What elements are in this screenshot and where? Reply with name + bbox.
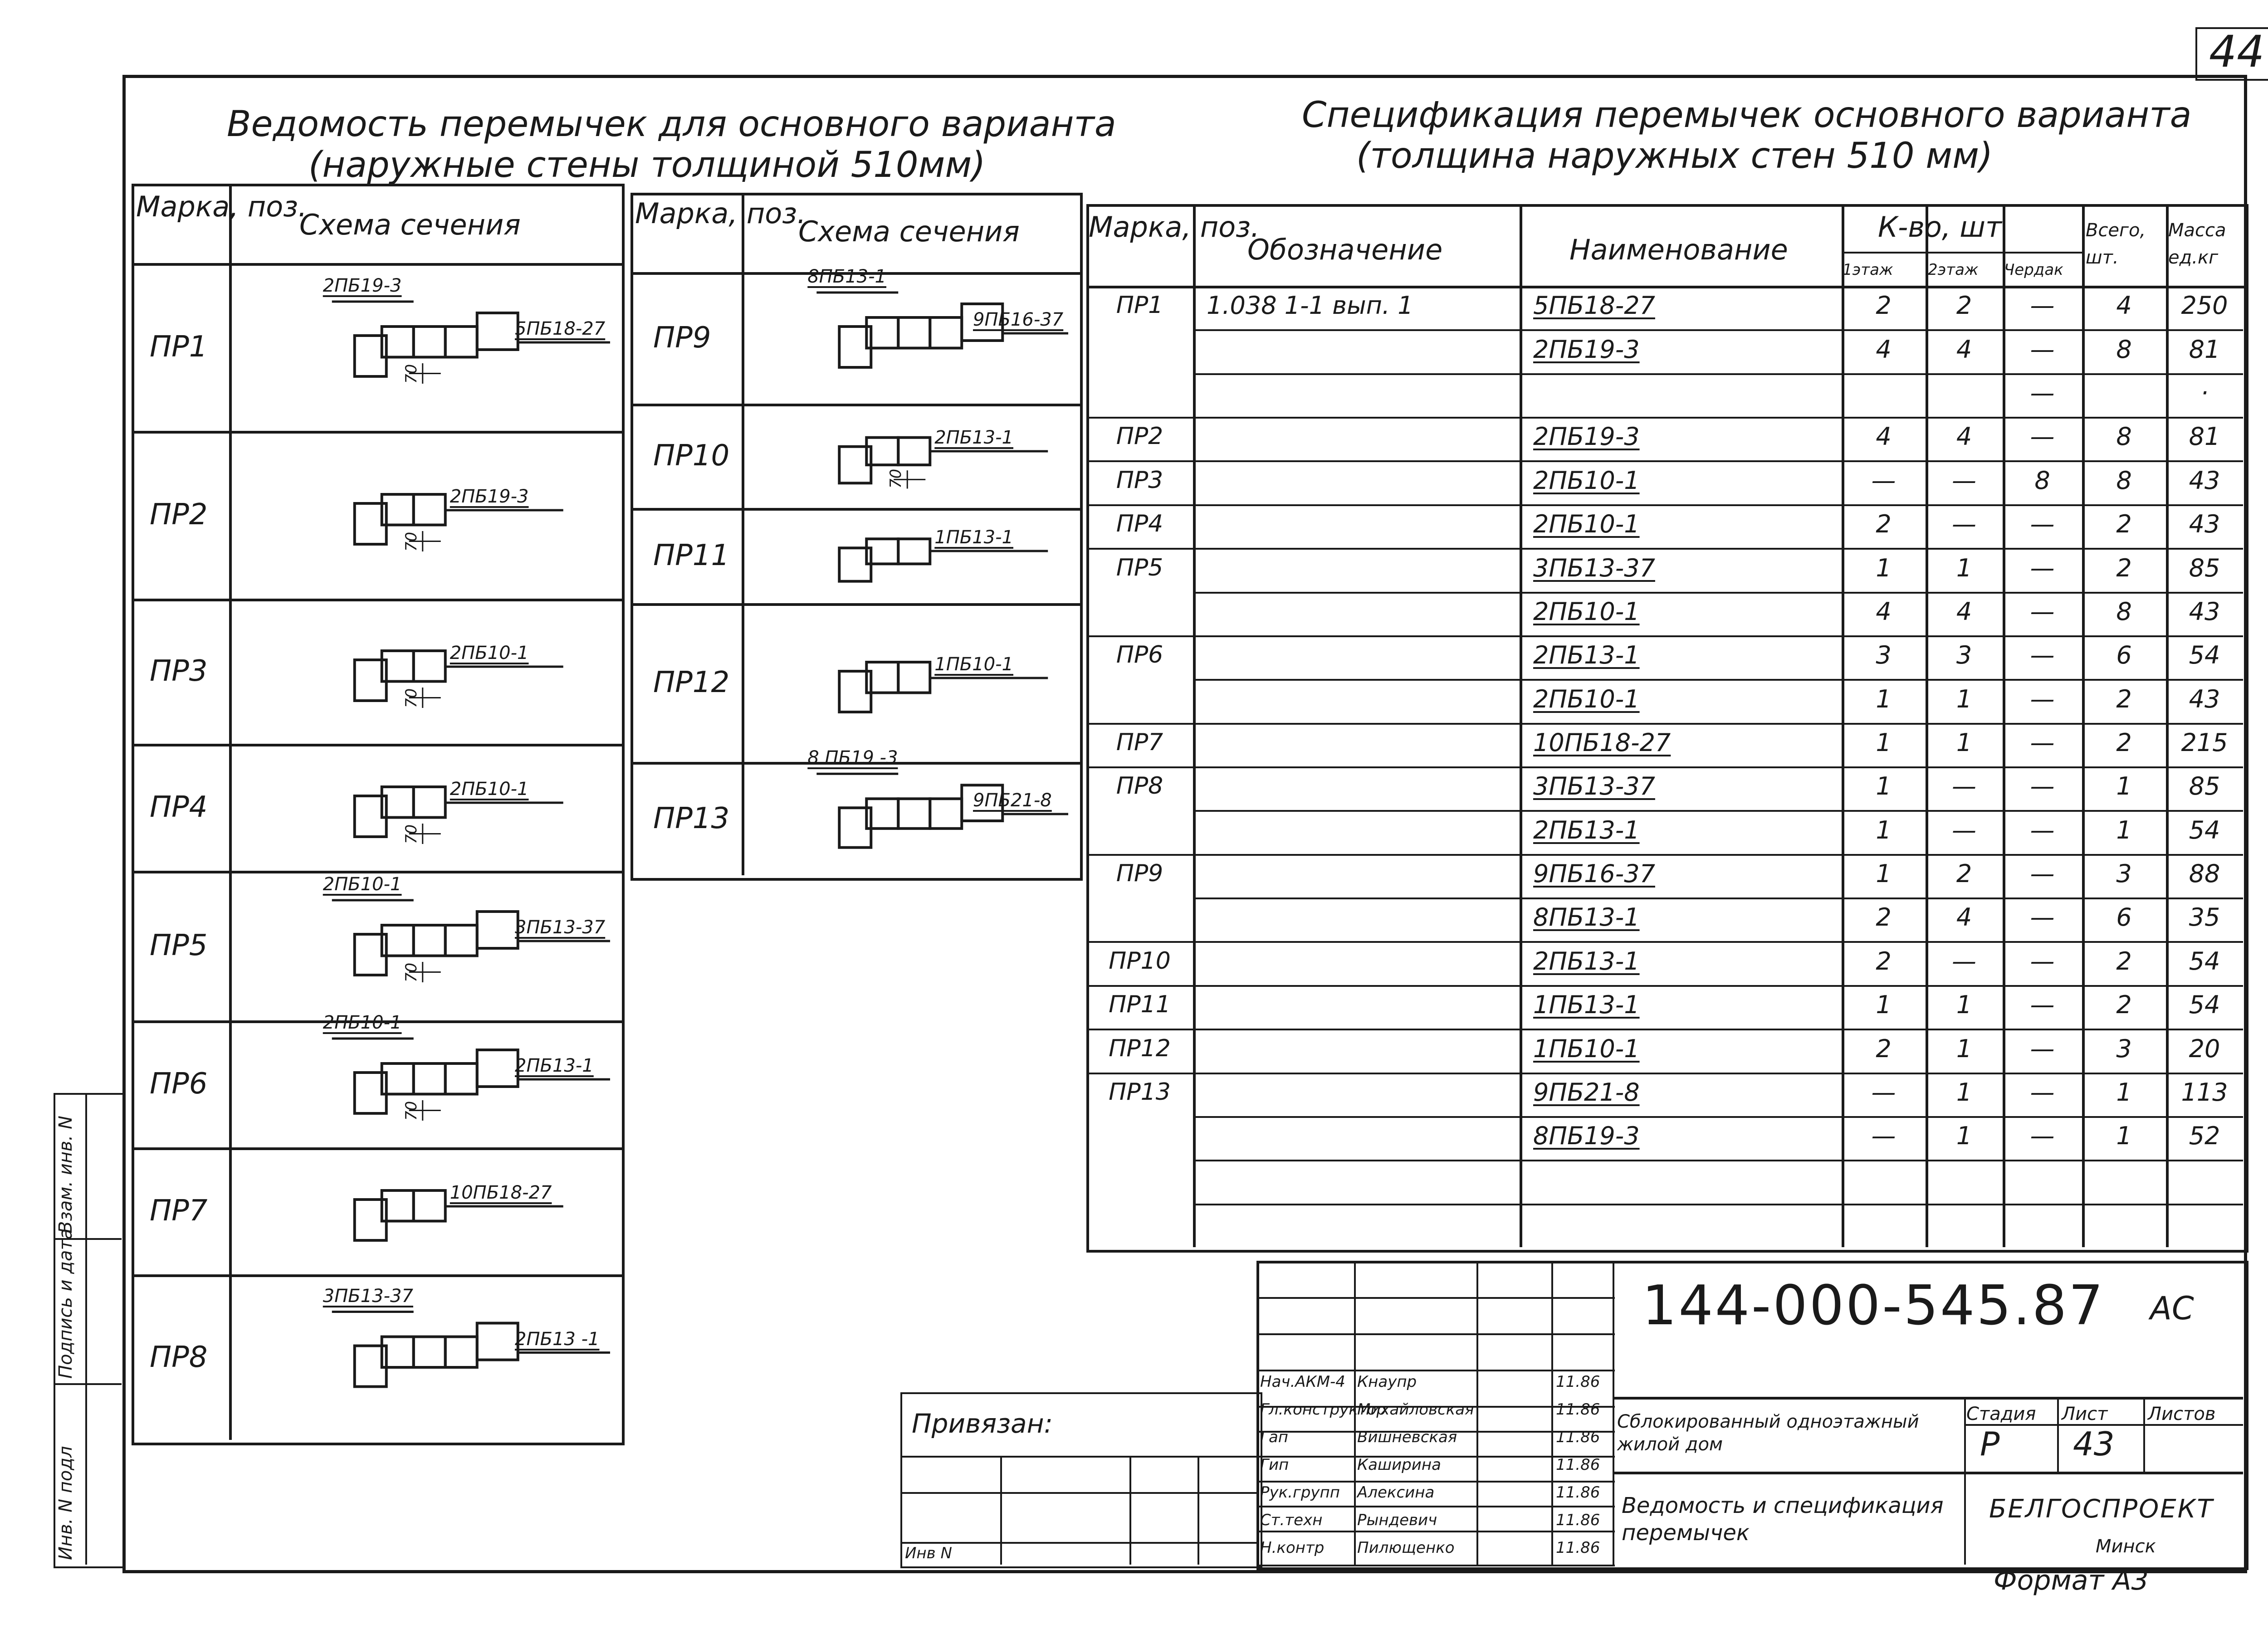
stamp-role: Рук.групп xyxy=(1260,1483,1340,1502)
spec-cell-tot: 2 xyxy=(2116,553,2132,582)
spec-cell-pos: ПР8 xyxy=(1116,772,1163,800)
left-row-dim: 70 xyxy=(402,364,420,384)
spec-cell-mass: 43 xyxy=(2189,597,2220,626)
spec-cell-des: 1.038 1-1 вып. 1 xyxy=(1207,291,1413,320)
spec-cell-name: 2ПБ19-3 xyxy=(1533,335,1640,364)
left-row-pos: ПР3 xyxy=(150,654,208,688)
spec-cell-f1: 1 xyxy=(1876,684,1892,713)
spec-cell-f2: 1 xyxy=(1956,728,1972,757)
spec-cell-mass: 43 xyxy=(2189,466,2220,495)
left-row-dim: 70 xyxy=(402,688,420,708)
left-scheme-drawing xyxy=(254,1274,619,1440)
stamp-person: Каширина xyxy=(1357,1456,1441,1474)
spec-cell-mass: 85 xyxy=(2189,553,2220,582)
left-row-label: 3ПБ13-37 xyxy=(515,917,606,938)
stamp-date: 11.86 xyxy=(1556,1483,1600,1502)
spec-cell-f1: 1 xyxy=(1876,553,1892,582)
spec-cell-f1: 1 xyxy=(1876,815,1892,844)
spec-cell-f2: 1 xyxy=(1956,553,1972,582)
sheet-label: Лист xyxy=(2062,1404,2108,1424)
spec-cell-mass: 35 xyxy=(2189,903,2220,932)
left-subtitle: (наружные стены толщиной 510мм) xyxy=(308,145,986,185)
spec-cell-mass: 88 xyxy=(2189,859,2220,888)
spec-cell-f2: 1 xyxy=(1956,1078,1972,1107)
stage-value: Р xyxy=(1980,1425,2000,1463)
spec-cell-name: 9ПБ16-37 xyxy=(1533,859,1655,888)
mid-row-label: 9ПБ16-37 xyxy=(973,309,1064,330)
spec-cell-tot: 4 xyxy=(2116,291,2132,320)
spec-cell-f2: 1 xyxy=(1956,990,1972,1019)
left-scheme-drawing xyxy=(254,431,619,599)
mid-scheme-drawing xyxy=(753,272,1077,404)
spec-cell-name: 2ПБ13-1 xyxy=(1533,815,1640,844)
spec-cell-at: — xyxy=(2030,772,2055,801)
left-row-dim: 70 xyxy=(402,962,420,982)
mid-row-label: 8ПБ13-1 xyxy=(807,266,886,287)
spec-cell-tot: 1 xyxy=(2116,1122,2132,1151)
spec-header-mass: Масса ед.кг xyxy=(2168,220,2226,268)
stamp-date: 11.86 xyxy=(1556,1539,1600,1557)
spec-cell-pos: ПР1 xyxy=(1116,292,1163,319)
spec-cell-f2: 4 xyxy=(1956,903,1972,932)
spec-cell-f2: — xyxy=(1952,946,1976,976)
spec-cell-name: 5ПБ18-27 xyxy=(1533,291,1655,320)
left-row-pos: ПР1 xyxy=(150,330,208,364)
stamp-role: Н.контр xyxy=(1260,1539,1325,1557)
spec-header-mark: Марка, поз. xyxy=(1089,210,1260,244)
left-row-pos: ПР2 xyxy=(150,498,208,532)
stamp-person: Михайловская xyxy=(1357,1400,1474,1419)
spec-cell-at: — xyxy=(2030,946,2055,976)
spec-cell-name: 2ПБ19-3 xyxy=(1533,422,1640,451)
sheets-label: Листов xyxy=(2148,1404,2216,1424)
spec-cell-f1: 1 xyxy=(1876,990,1892,1019)
spec-header-total: Всего, шт. xyxy=(2086,220,2146,268)
spec-cell-mass: 113 xyxy=(2181,1078,2228,1107)
spec-cell-f1: 2 xyxy=(1876,510,1892,539)
spec-cell-mass: 54 xyxy=(2189,946,2220,976)
stamp-person: Алексина xyxy=(1357,1483,1435,1502)
spec-cell-pos: ПР4 xyxy=(1116,510,1163,538)
left-row-pos: ПР8 xyxy=(150,1340,208,1374)
spec-cell-name: 2ПБ10-1 xyxy=(1533,597,1640,626)
left-row-label: 5ПБ18-27 xyxy=(515,318,606,339)
mid-row-label: 2ПБ13-1 xyxy=(934,427,1013,448)
mid-row-pos: ПР13 xyxy=(653,802,730,835)
left-row-pos: ПР4 xyxy=(150,790,208,824)
spec-header-designation: Обозначение xyxy=(1247,233,1443,266)
left-header-scheme: Схема сечения xyxy=(299,208,521,241)
spec-cell-at: — xyxy=(2030,379,2055,408)
org-name: БЕЛГОСПРОЕКТ xyxy=(1989,1494,2214,1524)
stamp-date: 11.86 xyxy=(1556,1511,1600,1529)
spec-cell-mass: 54 xyxy=(2189,641,2220,670)
spec-cell-f1: 4 xyxy=(1876,335,1892,364)
stamp-role: Гап xyxy=(1260,1428,1289,1446)
stamp-role: Гл.конструктор xyxy=(1260,1400,1386,1419)
mid-row-label: 1ПБ10-1 xyxy=(934,654,1013,675)
spec-cell-at: — xyxy=(2030,1122,2055,1151)
stamp-date: 11.86 xyxy=(1556,1373,1600,1391)
stamp-person: Пилющенко xyxy=(1357,1539,1455,1557)
stamp-person: Кнаупр xyxy=(1357,1373,1417,1391)
mid-scheme-drawing xyxy=(753,508,1077,603)
spec-cell-at: — xyxy=(2030,335,2055,364)
spec-cell-tot: 1 xyxy=(2116,1078,2132,1107)
spec-title: Спецификация перемычек основного варианта xyxy=(1302,95,2192,136)
left-row-label: 3ПБ13-37 xyxy=(323,1285,413,1307)
mid-row-label: 8 ПБ19 -3 xyxy=(807,747,898,769)
spec-cell-at: — xyxy=(2030,510,2055,539)
spec-cell-f2: — xyxy=(1952,510,1976,539)
left-scheme-drawing xyxy=(254,1020,619,1147)
spec-header-floor2: 2этаж xyxy=(1928,261,1979,279)
stamp-role: Ст.техн xyxy=(1260,1511,1323,1529)
spec-header-qty: К-во, шт xyxy=(1878,210,2002,244)
spec-cell-name: 2ПБ13-1 xyxy=(1533,946,1640,976)
spec-header-name: Наименование xyxy=(1569,233,1788,266)
left-row-label: 2ПБ10-1 xyxy=(450,779,529,800)
spec-cell-at: — xyxy=(2030,641,2055,670)
spec-cell-pos: ПР12 xyxy=(1109,1034,1171,1062)
spec-cell-f2: 4 xyxy=(1956,422,1972,451)
left-title: Ведомость перемычек для основного варианта xyxy=(227,104,1116,145)
spec-cell-f2: 1 xyxy=(1956,684,1972,713)
spec-cell-f2: 1 xyxy=(1956,1034,1972,1063)
spec-cell-at: — xyxy=(2030,597,2055,626)
spec-cell-f2: 1 xyxy=(1956,1122,1972,1151)
spec-cell-at: — xyxy=(2030,684,2055,713)
left-row-pos: ПР6 xyxy=(150,1067,208,1101)
sheet-title: Ведомость и спецификация перемычек xyxy=(1622,1493,1944,1546)
mid-row-label: 1ПБ13-1 xyxy=(934,527,1013,548)
spec-cell-f1: 2 xyxy=(1876,1034,1892,1063)
side-vzam-inv: Взам. инв. N xyxy=(55,1116,76,1234)
spec-cell-f2: 4 xyxy=(1956,597,1972,626)
side-sign-date: Подпись и дата xyxy=(55,1228,76,1379)
spec-cell-tot: 2 xyxy=(2116,990,2132,1019)
spec-cell-mass: 52 xyxy=(2189,1122,2220,1151)
spec-cell-tot: 6 xyxy=(2116,641,2132,670)
spec-cell-at: — xyxy=(2030,728,2055,757)
spec-header-attic: Чердак xyxy=(2004,261,2063,279)
spec-cell-name: 10ПБ18-27 xyxy=(1533,728,1671,757)
spec-cell-tot: 1 xyxy=(2116,772,2132,801)
spec-cell-f2: 2 xyxy=(1956,291,1972,320)
spec-cell-mass: 43 xyxy=(2189,510,2220,539)
spec-cell-tot: 3 xyxy=(2116,859,2132,888)
spec-cell-name: 3ПБ13-37 xyxy=(1533,772,1655,801)
left-row-label: 2ПБ10-1 xyxy=(323,1012,402,1033)
spec-cell-name: 8ПБ19-3 xyxy=(1533,1122,1640,1151)
spec-cell-f2: 3 xyxy=(1956,641,1972,670)
left-scheme-drawing xyxy=(254,1147,619,1274)
spec-cell-name: 1ПБ10-1 xyxy=(1533,1034,1640,1063)
spec-cell-name: 2ПБ10-1 xyxy=(1533,466,1640,495)
mid-row-dim: 70 xyxy=(887,469,905,489)
spec-cell-mass: 81 xyxy=(2189,422,2220,451)
stamp-role: Гип xyxy=(1260,1456,1289,1474)
spec-cell-tot: 2 xyxy=(2116,728,2132,757)
spec-cell-f1: — xyxy=(1871,466,1896,495)
spec-cell-pos: ПР5 xyxy=(1116,554,1163,581)
mid-row-label: 9ПБ21-8 xyxy=(973,790,1052,811)
spec-cell-tot: 2 xyxy=(2116,510,2132,539)
stage-label: Стадия xyxy=(1966,1404,2036,1424)
stamp-date: 11.86 xyxy=(1556,1400,1600,1419)
spec-subtitle: (толщина наружных стен 510 мм) xyxy=(1356,136,1993,176)
spec-cell-at: — xyxy=(2030,422,2055,451)
stamp-date: 11.86 xyxy=(1556,1428,1600,1446)
left-row-label: 2ПБ19-3 xyxy=(450,486,529,507)
spec-cell-at: — xyxy=(2030,1078,2055,1107)
mid-row-pos: ПР10 xyxy=(653,439,730,473)
mid-row-pos: ПР11 xyxy=(653,539,730,572)
spec-cell-tot: 8 xyxy=(2116,335,2132,364)
spec-cell-mass: 81 xyxy=(2189,335,2220,364)
spec-cell-name: 2ПБ13-1 xyxy=(1533,641,1640,670)
spec-cell-tot: 8 xyxy=(2116,466,2132,495)
stamp-date: 11.86 xyxy=(1556,1456,1600,1474)
spec-cell-pos: ПР9 xyxy=(1116,860,1163,888)
spec-cell-at: — xyxy=(2030,859,2055,888)
side-inv-podl: Инв. N подл xyxy=(55,1446,76,1560)
left-row-label: 10ПБ18-27 xyxy=(450,1182,552,1203)
spec-cell-f2: — xyxy=(1952,772,1976,801)
spec-cell-name: 1ПБ13-1 xyxy=(1533,990,1640,1019)
spec-cell-f1: 2 xyxy=(1876,946,1892,976)
spec-cell-pos: ПР2 xyxy=(1116,423,1163,450)
left-row-label: 2ПБ10-1 xyxy=(323,874,402,895)
left-row-pos: ПР5 xyxy=(150,929,208,962)
left-row-label: 2ПБ13-1 xyxy=(515,1055,594,1076)
doc-suffix: АС xyxy=(2150,1290,2194,1327)
spec-cell-mass: 215 xyxy=(2181,728,2228,757)
spec-cell-at: — xyxy=(2030,553,2055,582)
project-name: Сблокированный одноэтажный жилой дом xyxy=(1617,1411,1919,1455)
mid-row-pos: ПР12 xyxy=(653,666,730,699)
left-scheme-drawing xyxy=(254,871,619,1020)
left-row-label: 2ПБ10-1 xyxy=(450,643,529,663)
mid-scheme-drawing xyxy=(753,603,1077,762)
spec-cell-tot: 6 xyxy=(2116,903,2132,932)
spec-cell-pos: ПР10 xyxy=(1109,947,1171,975)
spec-cell-mass: 85 xyxy=(2189,772,2220,801)
spec-cell-tot: 8 xyxy=(2116,422,2132,451)
spec-cell-f2: — xyxy=(1952,466,1976,495)
left-row-dim: 70 xyxy=(402,1101,420,1121)
spec-cell-f1: 4 xyxy=(1876,597,1892,626)
stamp-person: Вишневская xyxy=(1357,1428,1457,1446)
spec-cell-f1: 2 xyxy=(1876,903,1892,932)
left-scheme-drawing xyxy=(254,263,619,431)
spec-cell-f1: 1 xyxy=(1876,728,1892,757)
left-row-dim: 70 xyxy=(402,532,420,551)
spec-cell-f1: 3 xyxy=(1876,641,1892,670)
spec-cell-name: 9ПБ21-8 xyxy=(1533,1078,1640,1107)
mid-row-pos: ПР9 xyxy=(653,321,711,355)
mid-header-mark: Марка, поз. xyxy=(635,197,806,230)
spec-cell-pos: ПР13 xyxy=(1109,1078,1171,1106)
bound-inv: Инв N xyxy=(905,1544,952,1562)
spec-cell-f1: 1 xyxy=(1876,772,1892,801)
left-scheme-drawing xyxy=(254,744,619,871)
spec-cell-f1: 2 xyxy=(1876,291,1892,320)
spec-cell-at: — xyxy=(2030,990,2055,1019)
mid-scheme-drawing xyxy=(753,404,1077,508)
spec-cell-at: 8 xyxy=(2034,466,2050,495)
spec-cell-name: 2ПБ10-1 xyxy=(1533,684,1640,713)
spec-cell-at: — xyxy=(2030,1034,2055,1063)
spec-cell-tot: 2 xyxy=(2116,946,2132,976)
spec-cell-pos: ПР7 xyxy=(1116,728,1163,756)
spec-cell-name: 8ПБ13-1 xyxy=(1533,903,1640,932)
spec-cell-pos: ПР11 xyxy=(1109,991,1171,1019)
stamp-person: Рындевич xyxy=(1357,1511,1437,1529)
left-row-pos: ПР7 xyxy=(150,1194,208,1228)
spec-cell-tot: 1 xyxy=(2116,815,2132,844)
sheet-format: Формат А3 xyxy=(1994,1565,2149,1596)
mid-scheme-drawing xyxy=(753,762,1077,875)
spec-cell-f1: 1 xyxy=(1876,859,1892,888)
spec-cell-at: — xyxy=(2030,815,2055,844)
stamp-role: Нач.АКМ-4 xyxy=(1260,1373,1345,1391)
spec-cell-tot: 8 xyxy=(2116,597,2132,626)
org-city: Минск xyxy=(2096,1536,2156,1557)
mid-header-scheme: Схема сечения xyxy=(798,215,1020,248)
spec-cell-mass: 43 xyxy=(2189,684,2220,713)
spec-cell-f1: — xyxy=(1871,1078,1896,1107)
doc-number: 144-000-545.87 xyxy=(1642,1274,2105,1337)
left-header-mark: Марка, поз. xyxy=(136,190,307,223)
spec-cell-mass: · xyxy=(2200,379,2209,408)
spec-cell-tot: 2 xyxy=(2116,684,2132,713)
spec-cell-name: 3ПБ13-37 xyxy=(1533,553,1655,582)
spec-cell-at: — xyxy=(2030,291,2055,320)
left-row-label: 2ПБ13 -1 xyxy=(515,1328,600,1350)
spec-cell-at: — xyxy=(2030,903,2055,932)
spec-cell-pos: ПР6 xyxy=(1116,641,1163,669)
spec-cell-f2: — xyxy=(1952,815,1976,844)
bound-label: Привязан: xyxy=(912,1408,1053,1439)
sheet-value: 43 xyxy=(2073,1425,2115,1463)
spec-cell-name: 2ПБ10-1 xyxy=(1533,510,1640,539)
spec-cell-f2: 4 xyxy=(1956,335,1972,364)
left-row-dim: 70 xyxy=(402,824,420,844)
spec-cell-f2: 2 xyxy=(1956,859,1972,888)
left-scheme-drawing xyxy=(254,599,619,744)
spec-header-floor1: 1этаж xyxy=(1843,261,1893,279)
spec-cell-tot: 3 xyxy=(2116,1034,2132,1063)
spec-cell-f1: 4 xyxy=(1876,422,1892,451)
spec-cell-f1: — xyxy=(1871,1122,1896,1151)
spec-cell-mass: 54 xyxy=(2189,815,2220,844)
spec-cell-mass: 20 xyxy=(2189,1034,2220,1063)
corner-sheet-number: 44 xyxy=(2209,26,2265,77)
spec-cell-mass: 54 xyxy=(2189,990,2220,1019)
left-row-label: 2ПБ19-3 xyxy=(323,275,402,296)
spec-cell-pos: ПР3 xyxy=(1116,466,1163,494)
spec-cell-mass: 250 xyxy=(2181,291,2228,320)
